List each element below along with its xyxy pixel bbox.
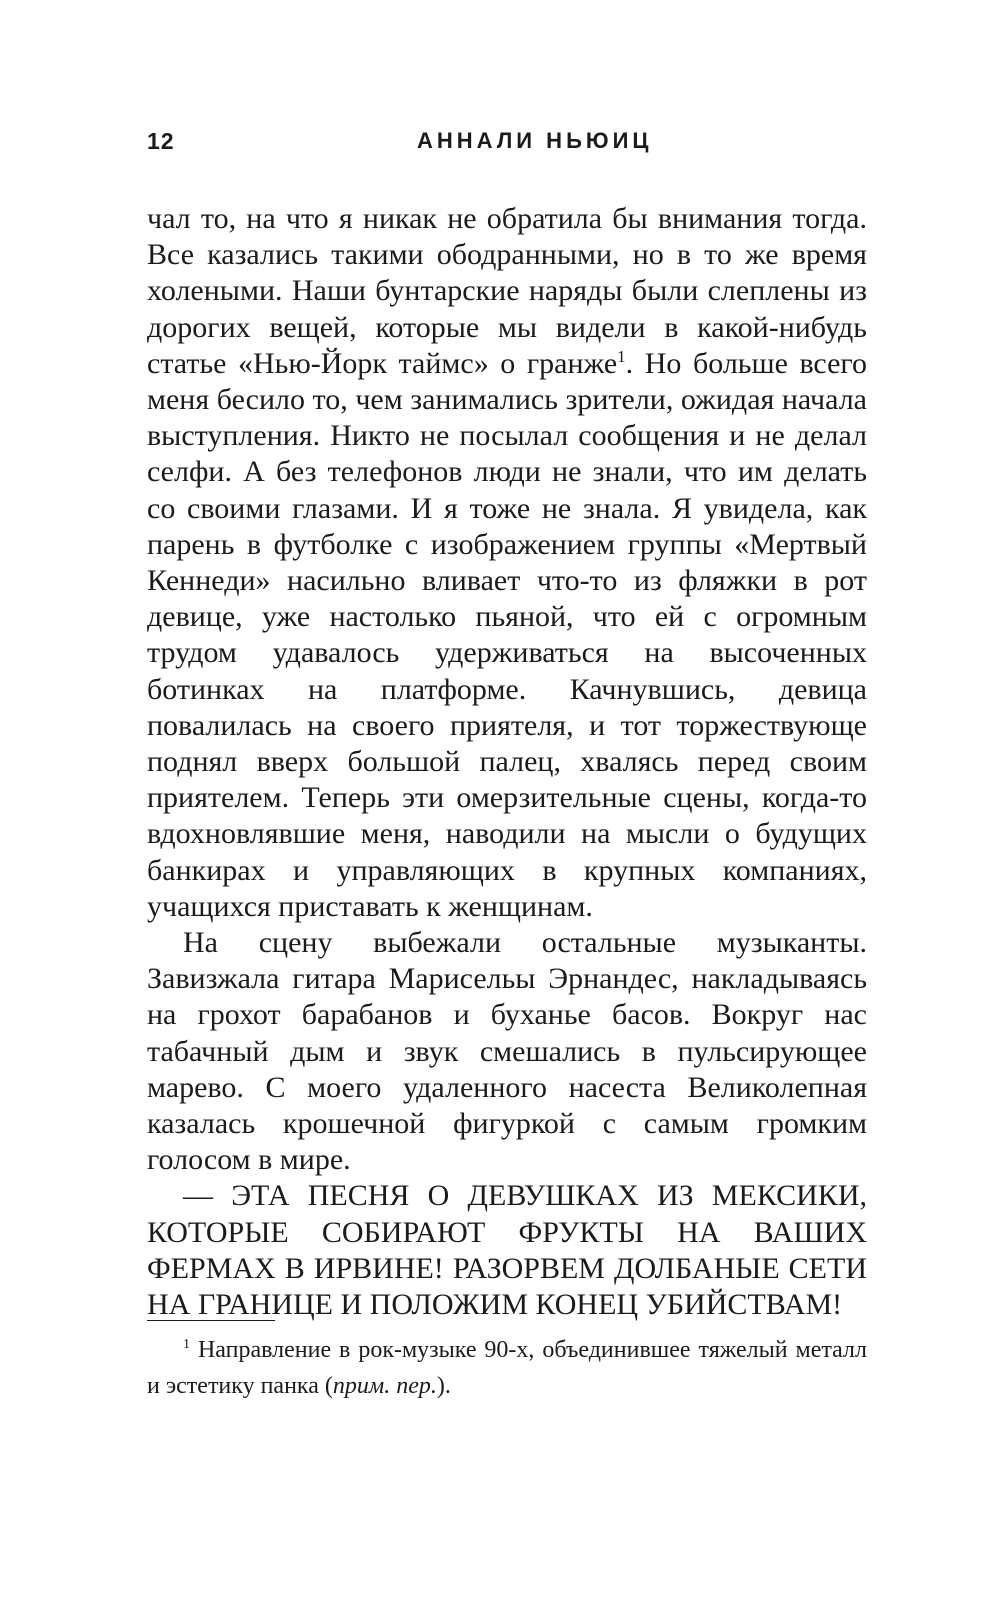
footnote-1 xyxy=(147,1332,867,1404)
paragraph-1-text-a: чал то, на что я никак не обратила бы внимания тогда. Все казались такими ободранными, но в то же время холеными. Наши бунтарские наряды были слеплены из дорогих вещей, которые мы видели в какой-нибудь статье «Нью-Йорк таймс» о гранже xyxy=(147,202,867,380)
paragraph-3: — ЭТА ПЕСНЯ О ДЕВУШКАХ ИЗ МЕКСИКИ, КОТОРЫЕ СОБИРАЮТ ФРУКТЫ НА ВАШИХ ФЕРМАХ В ИРВИНЕ! РАЗОРВЕМ ДОЛБАНЫЕ СЕТИ НА ГРАНИЦЕ И ПОЛОЖИМ КОНЕЦ УБИЙСТВАМ! xyxy=(147,1179,867,1322)
running-header xyxy=(147,128,867,168)
footnote-italic: прим. пер. xyxy=(332,1373,437,1399)
footnote-divider xyxy=(147,1320,275,1321)
footnotes xyxy=(147,1332,867,1404)
running-title: АННАЛИ НЬЮИЦ xyxy=(417,128,653,153)
paragraph-1-text-b: . Но больше всего меня бесило то, чем занимались зрители, ожидая начала выступления. Никто не посылал сообщения и не делал селфи. А без телефонов люди не знали, что им делать со своими глазами. И я тоже не знала. Я увидела, как парень в футболке с изображением группы «Мертвый Кеннеди» насильно вливает что-то из фляжки в рот девице, уже настолько пьяной, что ей с огромным трудом удавалось удерживаться на высоченных ботинках на платформе. Качнувшись, девица повалилась на своего приятеля, и тот торжествующе поднял вверх большой палец, хвалясь перед своим приятелем. Теперь эти омерзительные сцены, когда-то вдохновлявшие меня, наводили на мысли о будущих банкирах и управляющих в крупных компаниях, учащихся приставать к женщинам. xyxy=(147,346,867,923)
paragraph-2: На сцену выбежали остальные музыканты. Завизжала гитара Марисельы Эрнандес, накладываясь на грохот барабанов и буханье басов. Вокруг нас табачный дым и звук смешались в пульсирующее марево. С моего удаленного насеста Великолепная казалась крошечной фигуркой с самым громким голосом в мире. xyxy=(147,926,867,1177)
paragraph-1 xyxy=(147,201,867,925)
footnote-text: Направление в рок-музыке 90-х, объединившее тяжелый металл и эстетику панка ( xyxy=(147,1337,867,1399)
footnote-reference: 1 xyxy=(617,346,626,366)
page-number: 12 xyxy=(147,128,175,154)
footnote-closing: ). xyxy=(436,1373,451,1399)
footnote-marker: 1 xyxy=(183,1337,190,1352)
body-text xyxy=(147,201,867,1323)
